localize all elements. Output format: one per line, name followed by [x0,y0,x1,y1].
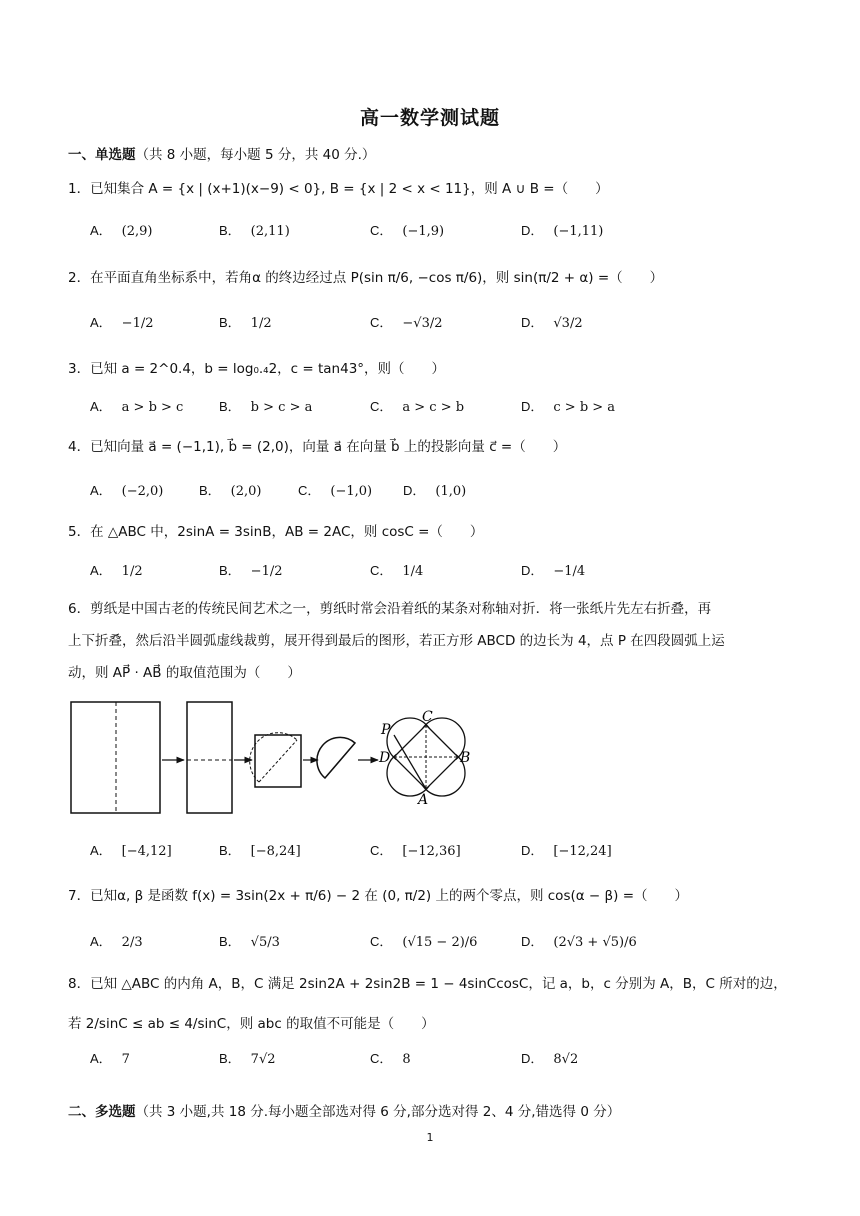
question-text: 已知集合 A = {x | (x+1)(x−9) < 0}, B = {x | 2 < x < 11}，则 A ∪ B =（ ） [90,181,609,197]
option-d[interactable]: D． 8√2 [521,1051,579,1067]
question-text-line: 已知 △ABC 的内角 A，B，C 满足 2sin2A + 2sin2B = 1 − 4sinCcosC，记 a，b，c 分别为 A，B，C 所对的边， [90,976,787,992]
cut-piece [317,737,355,778]
question-3 [68,357,445,377]
question-number: 5． [68,524,91,540]
label-d: D [379,750,391,766]
cut-diameter [259,740,297,782]
question-text: 已知α, β 是函数 f(x) = 3sin(2x + π/6) − 2 在 (0, π/2) 上的两个零点，则 cos(α − β) =（ ） [90,888,689,904]
section-label: 一、单选题 [68,147,136,163]
label-b: B [460,750,471,766]
option-b[interactable]: B． [−8,24] [219,843,301,859]
question-number: 3． [68,361,91,377]
option-a[interactable]: A． 1/2 [90,563,143,579]
question-text-line: 上下折叠，然后沿半圆弧虚线裁剪，展开得到最后的图形，若正方形 ABCD 的边长为 4，点 P 在四段圆弧上运 [68,633,725,649]
question-text: 在 △ABC 中，2sinA = 3sinB，AB = 2AC，则 cosC =（ ） [90,524,484,540]
question-8 [68,972,787,992]
question-6 [68,593,725,689]
label-c: C [422,709,433,725]
option-b[interactable]: B． (2,0) [199,483,262,499]
section-note: （共 3 小题,共 18 分.每小题全部选对得 6 分,部分选对得 2、4 分,错选得 0 分） [135,1104,621,1120]
option-a[interactable]: A． a > b > c [90,399,184,415]
question-text-line: 剪纸是中国古老的传统民间艺术之一，剪纸时常会沿着纸的某条对称轴对折．将一张纸片先左右折叠，再 [90,601,712,617]
option-d[interactable]: D． √3/2 [521,315,583,331]
option-a[interactable]: A． (−2,0) [90,483,164,499]
option-b[interactable]: B． √5/3 [219,934,280,950]
section-note: （共 8 小题，每小题 5 分，共 40 分.） [135,147,376,163]
page-number: 1 [426,1131,434,1144]
option-a[interactable]: A． −1/2 [90,315,154,331]
option-c[interactable]: C． a > c > b [370,399,465,415]
question-7 [68,884,688,904]
option-a[interactable]: A． 2/3 [90,934,143,950]
option-c[interactable]: C． [−12,36] [370,843,461,859]
label-a: A [418,792,429,808]
option-c[interactable]: C． (−1,0) [298,483,373,499]
option-d[interactable]: D． (2√3 + √5)/6 [521,934,637,950]
question-number: 1． [68,181,91,197]
cut-semicircle [250,733,297,782]
label-p: P [381,722,391,738]
option-b[interactable]: B． −1/2 [219,563,283,579]
question-text-line: 动，则 AP⃗ · AB⃗ 的取值范围为（ ） [68,665,301,681]
option-a[interactable]: A． [−4,12] [90,843,172,859]
section-heading-multi-choice [68,1100,620,1120]
cut-piece-edge [325,743,355,778]
question-number: 6． [68,601,91,617]
option-c[interactable]: C． 1/4 [370,563,424,579]
option-c[interactable]: C． −√3/2 [370,315,443,331]
option-d[interactable]: D． [−12,24] [521,843,612,859]
option-d[interactable]: D． (1,0) [403,483,467,499]
section-label: 二、多选题 [68,1104,136,1120]
question-number: 7． [68,888,91,904]
question-5 [68,520,483,540]
question-4 [68,435,566,455]
option-c[interactable]: C． 8 [370,1051,411,1067]
option-b[interactable]: B． 7√2 [219,1051,276,1067]
option-c[interactable]: C． (−1,9) [370,223,445,239]
question-text: 已知 a = 2^0.4，b = log₀.₄2，c = tan43°，则（ ） [90,361,446,377]
option-b[interactable]: B． b > c > a [219,399,313,415]
option-d[interactable]: D． (−1,11) [521,223,604,239]
final-figure [378,709,470,808]
question-2 [68,266,663,286]
option-d[interactable]: D． c > b > a [521,399,616,415]
option-a[interactable]: A． 7 [90,1051,130,1067]
option-d[interactable]: D． −1/4 [521,563,586,579]
question-text: 已知向量 a⃗ = (−1,1), b⃗ = (2,0)，向量 a⃗ 在向量 b⃗ 上的投影向量 c⃗ =（ ） [90,439,567,455]
folded-half-sheet [187,702,232,813]
question-number: 2． [68,270,91,286]
question-number: 8． [68,976,91,992]
paper-cutting-figure [66,696,486,820]
option-c[interactable]: C． (√15 − 2)/6 [370,934,478,950]
option-b[interactable]: B． 1/2 [219,315,272,331]
question-8-line-2: 若 2/sinC ≤ ab ≤ 4/sinC，则 abc 的取值不可能是（ ） [68,1016,435,1032]
question-number: 4． [68,439,91,455]
question-1 [68,177,609,197]
question-text: 在平面直角坐标系中，若角α 的终边经过点 P(sin π/6, −cos π/6)，则 sin(π/2 + α) =（ ） [90,270,664,286]
section-heading-single-choice [68,143,375,163]
option-a[interactable]: A． (2,9) [90,223,153,239]
page-title: 高一数学测试题 [359,107,500,129]
option-b[interactable]: B． (2,11) [219,223,290,239]
